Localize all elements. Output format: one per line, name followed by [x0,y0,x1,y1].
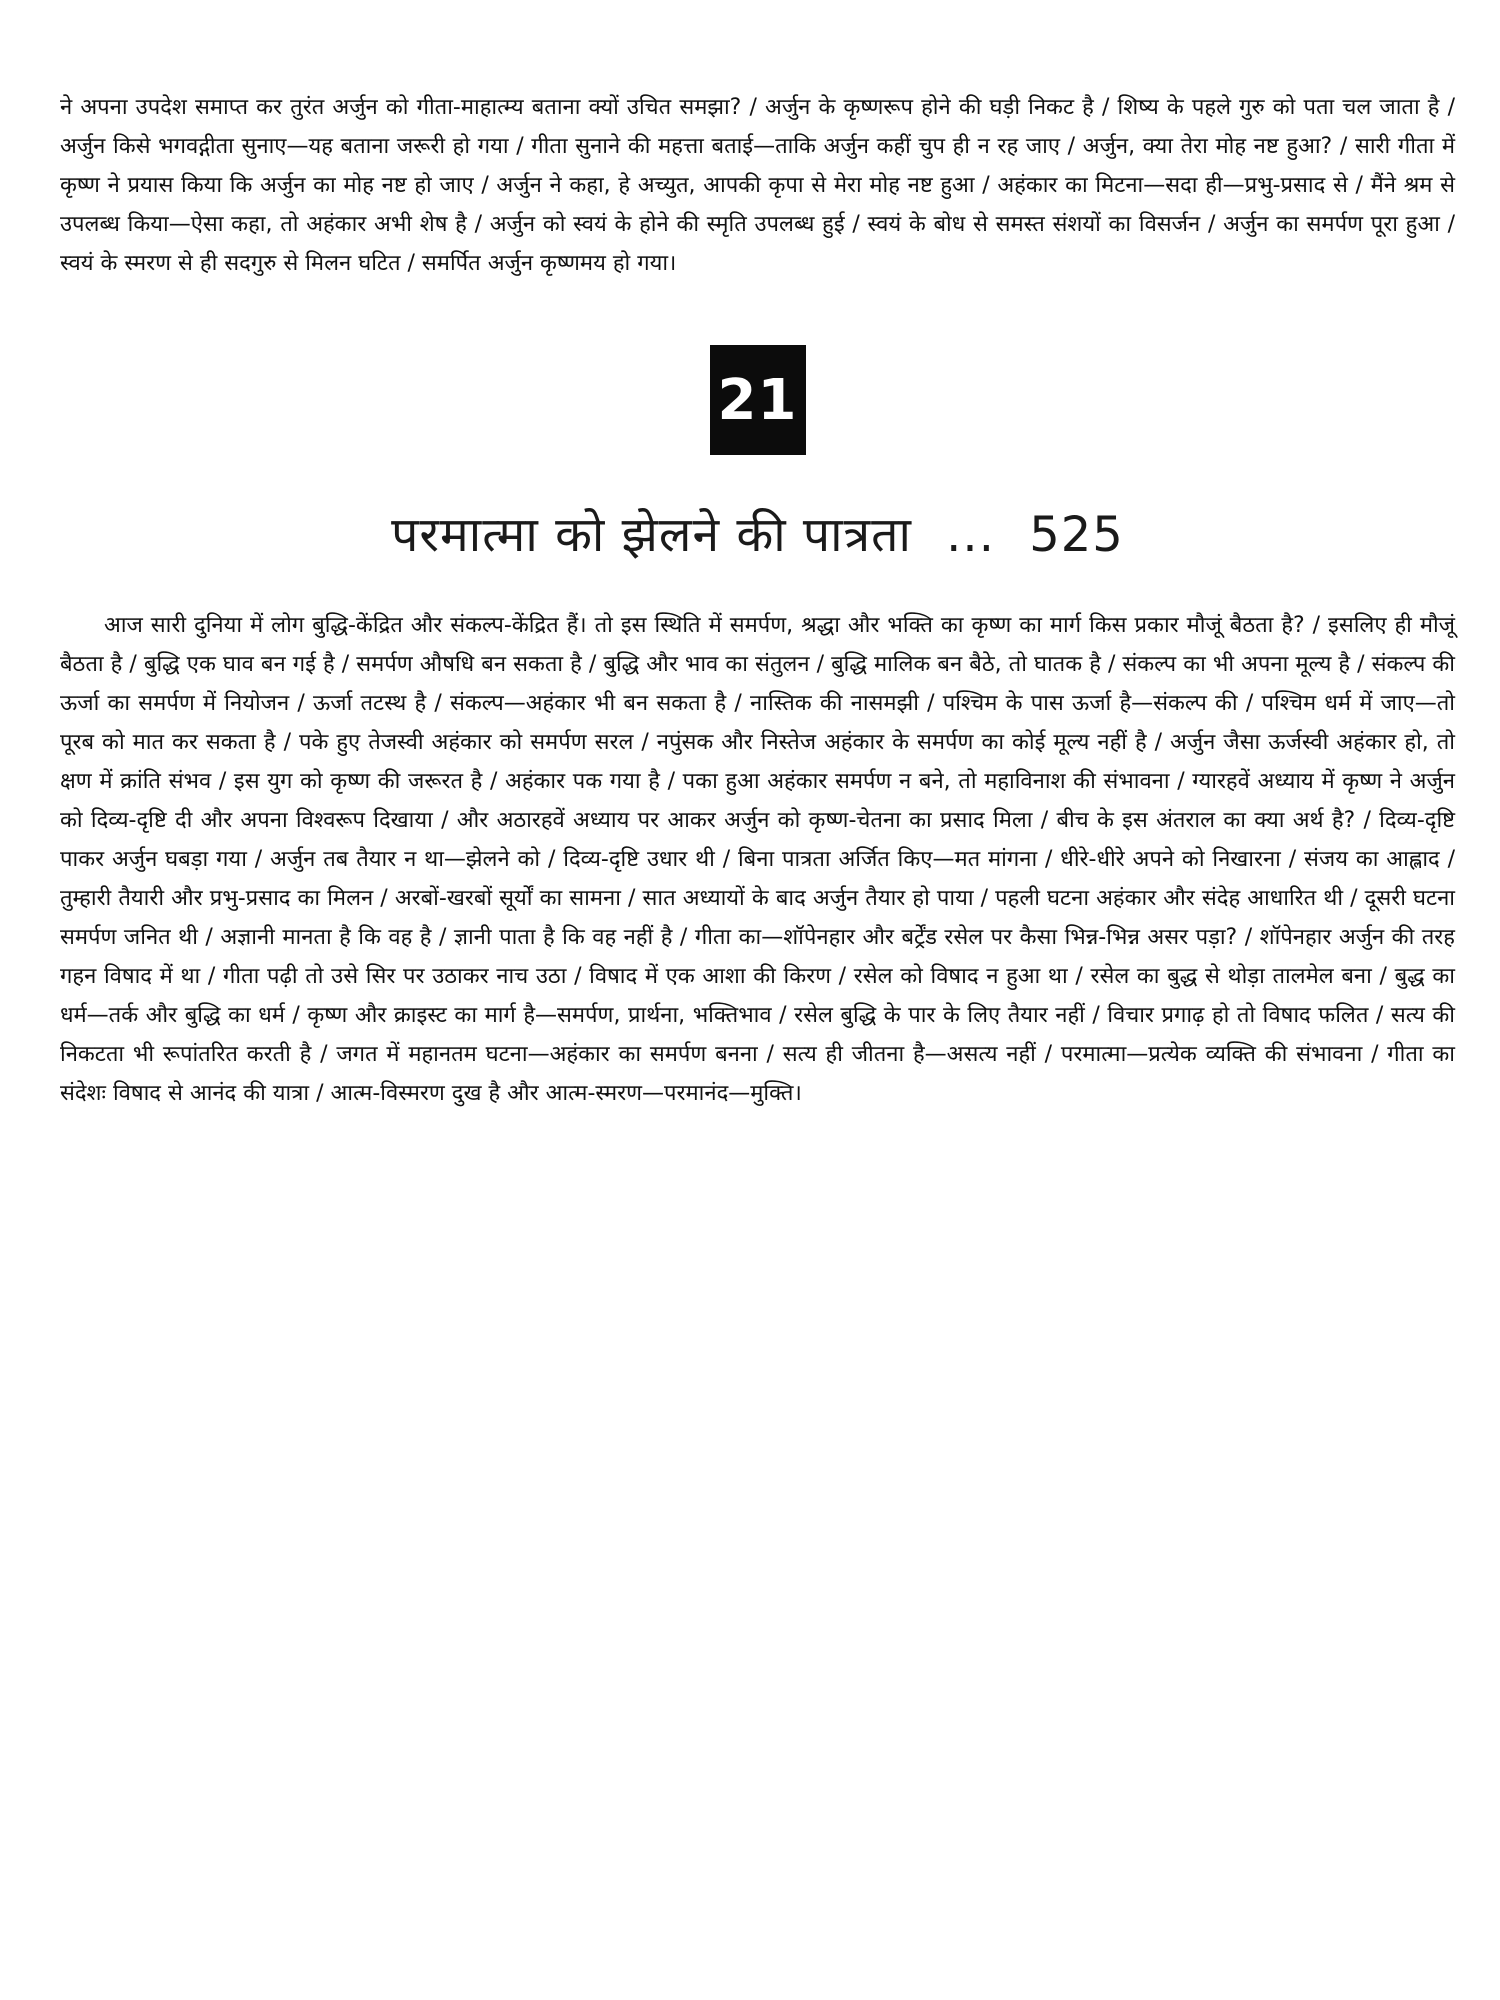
chapter-number-container [60,345,1455,455]
chapter-summary-paragraph: आज सारी दुनिया में लोग बुद्धि-केंद्रित और संकल्प-केंद्रित हैं। तो इस स्थिति में समर्पण, श्रद्धा और भक्ति का कृष्ण का मार्ग किस प्रकार मौजूं बैठता है? / इसलिए ही मौजूं बैठता है / बुद्धि एक घाव बन गई है / समर्पण औषधि बन सकता है / बुद्धि और भाव का संतुलन / बुद्धि मालिक बन बैठे, तो घातक है / संकल्प का भी अपना मूल्य है / संकल्प की ऊर्जा का समर्पण में नियोजन / ऊर्जा तटस्थ है / संकल्प—अहंकार भी बन सकता है / नास्तिक की नासमझी / पश्चिम के पास ऊर्जा है—संकल्प की / पश्चिम धर्म में जाए—तो पूरब को मात कर सकता है / पके हुए तेजस्वी अहंकार को समर्पण सरल / नपुंसक और निस्तेज अहंकार के समर्पण का कोई मूल्य नहीं है / अर्जुन जैसा ऊर्जस्वी अहंकार हो, तो क्षण में क्रांति संभव / इस युग को कृष्ण की जरूरत है / अहंकार पक गया है / पका हुआ अहंकार समर्पण न बने, तो महाविनाश की संभावना / ग्यारहवें अध्याय में कृष्ण ने अर्जुन को दिव्य-दृष्टि दी और अपना विश्वरूप दिखाया / और अठारहवें अध्याय पर आकर अर्जुन को कृष्ण-चेतना का प्रसाद मिला / बीच के इस अंतराल का क्या अर्थ है? / दिव्य-दृष्टि पाकर अर्जुन घबड़ा गया / अर्जुन तब तैयार न था—झेलने को / दिव्य-दृष्टि उधार थी / बिना पात्रता अर्जित किए—मत मांगना / धीरे-धीरे अपने को निखारना / संजय का आह्लाद / तुम्हारी तैयारी और प्रभु-प्रसाद का मिलन / अरबों-खरबों सूर्यों का सामना / सात अध्यायों के बाद अर्जुन तैयार हो पाया / पहली घटना अहंकार और संदेह आधारित थी / दूसरी घटना समर्पण जनित थी / अज्ञानी मानता है कि वह है / ज्ञानी पाता है कि वह नहीं है / गीता का—शॉपेनहार और बर्ट्रेंड रसेल पर कैसा भिन्न-भिन्न असर पड़ा? / शॉपेनहार अर्जुन की तरह गहन विषाद में था / गीता पढ़ी तो उसे सिर पर उठाकर नाच उठा / विषाद में एक आशा की किरण / रसेल को विषाद न हुआ था / रसेल का बुद्ध से थोड़ा तालमेल बना / बुद्ध का धर्म—तर्क और बुद्धि का धर्म / कृष्ण और क्राइस्ट का मार्ग है—समर्पण, प्रार्थना, भक्तिभाव / रसेल बुद्धि के पार के लिए तैयार नहीं / विचार प्रगाढ़ हो तो विषाद फलित / सत्य की निकटता भी रूपांतरित करती है / जगत में महानतम घटना—अहंकार का समर्पण बनना / सत्य ही जीतना है—असत्य नहीं / परमात्मा—प्रत्येक व्यक्ति की संभावना / गीता का संदेशः विषाद से आनंद की यात्रा / आत्म-विस्मरण दुख है और आत्म-स्मरण—परमानंद—मुक्ति। [60,613,1455,1106]
chapter-heading [60,501,1455,566]
chapter-title-text: परमात्मा को झेलने की पात्रता [391,507,912,563]
chapter-page-number: 525 [1029,507,1124,563]
document-page [60,88,1455,1113]
chapter-number-badge: 21 [710,345,806,455]
chapter-title-separator: ... [946,507,995,563]
previous-chapter-summary-continuation: ने अपना उपदेश समाप्त कर तुरंत अर्जुन को गीता-माहात्म्य बताना क्यों उचित समझा? / अर्जुन के कृष्णरूप होने की घड़ी निकट है / शिष्य के पहले गुरु को पता चल जाता है / अर्जुन किसे भगवद्गीता सुनाए—यह बताना जरूरी हो गया / गीता सुनाने की महत्ता बताई—ताकि अर्जुन कहीं चुप ही न रह जाए / अर्जुन, क्या तेरा मोह नष्ट हुआ? / सारी गीता में कृष्ण ने प्रयास किया कि अर्जुन का मोह नष्ट हो जाए / अर्जुन ने कहा, हे अच्युत, आपकी कृपा से मेरा मोह नष्ट हुआ / अहंकार का मिटना—सदा ही—प्रभु-प्रसाद से / मैंने श्रम से उपलब्ध किया—ऐसा कहा, तो अहंकार अभी शेष है / अर्जुन को स्वयं के होने की स्मृति उपलब्ध हुई / स्वयं के बोध से समस्त संशयों का विसर्जन / अर्जुन का समर्पण पूरा हुआ / स्वयं के स्मरण से ही सदगुरु से मिलन घटित / समर्पित अर्जुन कृष्णमय हो गया। [60,95,1455,276]
